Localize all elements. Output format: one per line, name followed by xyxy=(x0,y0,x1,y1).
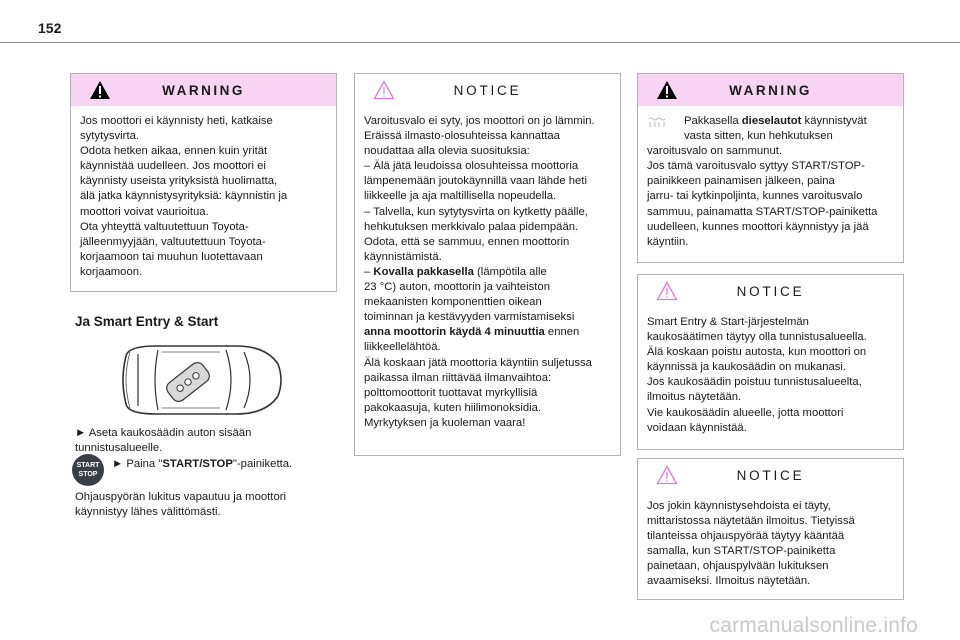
header-rule xyxy=(0,42,960,43)
notice-box-right-2 xyxy=(637,458,904,600)
notice-box-middle xyxy=(354,73,621,456)
text-line: voidaan käynnistää. xyxy=(647,421,747,434)
text-line xyxy=(364,325,611,340)
text-line: jälleenmyyjään, valtuutettuun Toyota- xyxy=(80,235,266,248)
step-press-start xyxy=(112,458,292,470)
text-line: uudelleen, kunnes moottori käynnistyy ja jää xyxy=(647,220,869,233)
notice-title: NOTICE xyxy=(736,283,805,299)
text-line: lämpenemään joutokäynnillä vaan lähde heti xyxy=(364,175,587,188)
text-line: liikkeelle ja aja maltillisella nopeudella. xyxy=(364,190,557,203)
notice-triangle-icon xyxy=(656,281,678,301)
notice-box-right-1 xyxy=(637,274,904,450)
text-line: samalla, kun START/STOP-painiketta xyxy=(647,545,836,558)
text-line: jarru- tai kytkinpoljinta, kunnes varoitusvalo xyxy=(647,190,863,203)
text-line: tunnistusalueelle. xyxy=(75,442,163,455)
text-line: käynnissä ja kaukosäädin on mukanasi. xyxy=(647,361,847,374)
text-line: 23 °C) auton, moottorin ja vaihteiston xyxy=(364,281,550,294)
section-title: Ja Smart Entry & Start xyxy=(75,314,219,329)
text-span: ► Paina " xyxy=(112,458,163,470)
text-line: Älä koskaan poistu autosta, kun moottori on xyxy=(647,346,867,359)
text-line xyxy=(647,114,894,129)
text-line: käynnistyy lähes välittömästi. xyxy=(75,506,221,519)
text-line: painetaan, ohjauspylvään lukituksen xyxy=(647,560,829,573)
text-line: älä jatka käynnistysyrityksiä: käynnistin ja xyxy=(80,190,288,203)
text-line: avaamiseksi. Ilmoitus näytetään. xyxy=(647,575,811,588)
notice-title: NOTICE xyxy=(453,82,522,98)
text-line: Ota yhteyttä valtuutettuun Toyota- xyxy=(80,220,249,233)
text-line: Jos moottori ei käynnisty heti, katkaise xyxy=(80,115,273,127)
text-line: mittaristossa näytetään ilmoitus. Tietyissä xyxy=(647,515,855,528)
text-line: noudattaa alla olevia suosituksia: xyxy=(364,145,530,158)
text-line: Älä koskaan jätä moottoria käyntiin suljetussa xyxy=(364,356,592,369)
text-span: "-painiketta. xyxy=(232,458,293,470)
warning-header xyxy=(71,74,336,106)
text-line: Vie kaukosäädin alueelle, jotta moottori xyxy=(647,406,844,419)
text-line: Odota, että se sammuu, ennen moottorin xyxy=(364,235,570,248)
warning-text xyxy=(71,106,336,280)
notice-text xyxy=(638,307,903,436)
notice-header xyxy=(638,275,903,307)
text-line: käynnistää uudelleen. Jos moottori ei xyxy=(80,160,266,173)
step-place-key xyxy=(75,426,345,456)
start-stop-label: START/STOP xyxy=(162,458,233,470)
text-line: sytytysvirta. xyxy=(80,130,139,143)
text-line: pakokaasuja, kuten hiilimonoksidia. xyxy=(364,401,542,414)
bold-span: dieselautot xyxy=(741,115,802,127)
text-line: mekaanisten komponenttien oikean xyxy=(364,296,542,309)
text-line: kaukosäätimen täytyy olla tunnistusalueella. xyxy=(647,331,867,344)
notice-triangle-icon xyxy=(656,465,678,485)
text-line: Jos jokin käynnistysehdoista ei täyty, xyxy=(647,500,831,512)
text-line: polttomoottorit tuottavat myrkyllisiä xyxy=(364,386,538,399)
text-line: – Talvella, kun sytytysvirta on kytketty päälle, xyxy=(364,205,588,218)
text-line: varoitusvalo on sammunut. xyxy=(647,145,782,158)
text-span: Pakkasella xyxy=(684,115,742,127)
text-span: käynnistyvät xyxy=(801,115,867,127)
notice-triangle-icon xyxy=(373,80,395,100)
text-line: Odota hetken aikaa, ennen kuin yrität xyxy=(80,145,268,158)
closing-paragraph xyxy=(75,490,345,520)
page-number: 152 xyxy=(38,20,62,36)
warning-triangle-icon xyxy=(89,80,111,100)
text-line: painikkeen painamisen jälkeen, paina xyxy=(647,175,835,188)
text-line: korjaamoon tai muuhun luotettavaan xyxy=(80,250,263,263)
text-span: – xyxy=(364,265,374,278)
notice-header xyxy=(355,74,620,106)
warning-triangle-icon xyxy=(656,80,678,100)
text-line: paikassa ilman riittävää ilmanvaihtoa: xyxy=(364,371,552,384)
text-line: ilmoitus näytetään. xyxy=(647,391,742,404)
glow-plug-icon xyxy=(647,116,667,128)
text-line: Ohjauspyörän lukitus vapautuu ja moottori xyxy=(75,491,286,503)
start-stop-button-icon: START STOP xyxy=(72,454,104,486)
text-line: korjaamoon. xyxy=(80,265,143,278)
text-line: käyntiin. xyxy=(647,235,689,248)
notice-header xyxy=(638,459,903,491)
notice-text xyxy=(355,106,620,431)
warning-box-left xyxy=(70,73,337,292)
watermark: carmanualsonline.info xyxy=(709,614,918,637)
warning-box-right xyxy=(637,73,904,263)
warning-title: WARNING xyxy=(162,82,245,98)
text-line: hehkutuksen merkkivalo palaa pidempään. xyxy=(364,220,579,233)
text-line xyxy=(364,265,611,280)
bold-span: anna moottorin käydä 4 minuuttia xyxy=(364,326,545,339)
warning-text xyxy=(638,106,903,250)
text-line: vasta sitten, kun hehkutuksen xyxy=(684,130,833,143)
text-line: Varoitusvalo ei syty, jos moottori on jo lämmin. xyxy=(364,115,595,127)
car-key-illustration-icon xyxy=(116,342,286,418)
text-line: sammuu, painamatta START/STOP-painiketta xyxy=(647,205,878,218)
notice-text xyxy=(638,491,903,590)
text-line: – Älä jätä leudoissa olosuhteissa moottoria xyxy=(364,160,579,173)
text-line: Jos kaukosäädin poistuu tunnistusalueelta, xyxy=(647,376,862,389)
text-line: Myrkytyksen ja kuoleman vaara! xyxy=(364,416,526,429)
text-line: liikkeellelähtöä. xyxy=(364,341,441,354)
notice-title: NOTICE xyxy=(736,467,805,483)
warning-title: WARNING xyxy=(729,82,812,98)
text-line: tilanteissa ohjauspyörää täytyy kääntää xyxy=(647,530,845,543)
text-span: ennen xyxy=(544,326,580,339)
warning-header xyxy=(638,74,903,106)
text-line: käynnistämistä. xyxy=(364,250,442,263)
text-line: Jos tämä varoitusvalo syttyy START/STOP- xyxy=(647,160,865,173)
text-line: käynnisty useista yrityksistä huolimatta, xyxy=(80,175,278,188)
text-line: ► Aseta kaukosäädin auton sisään xyxy=(75,427,252,439)
text-line: Eräissä ilmasto-olosuhteissa kannattaa xyxy=(364,130,560,143)
text-line: toiminnan ja kestävyyden varmistamiseksi xyxy=(364,311,575,324)
text-line: Smart Entry & Start-järjestelmän xyxy=(647,316,809,328)
text-span: (lämpötila alle xyxy=(473,265,547,278)
text-line: moottori voivat vaurioitua. xyxy=(80,205,209,218)
bold-span: Kovalla pakkasella xyxy=(373,265,474,278)
